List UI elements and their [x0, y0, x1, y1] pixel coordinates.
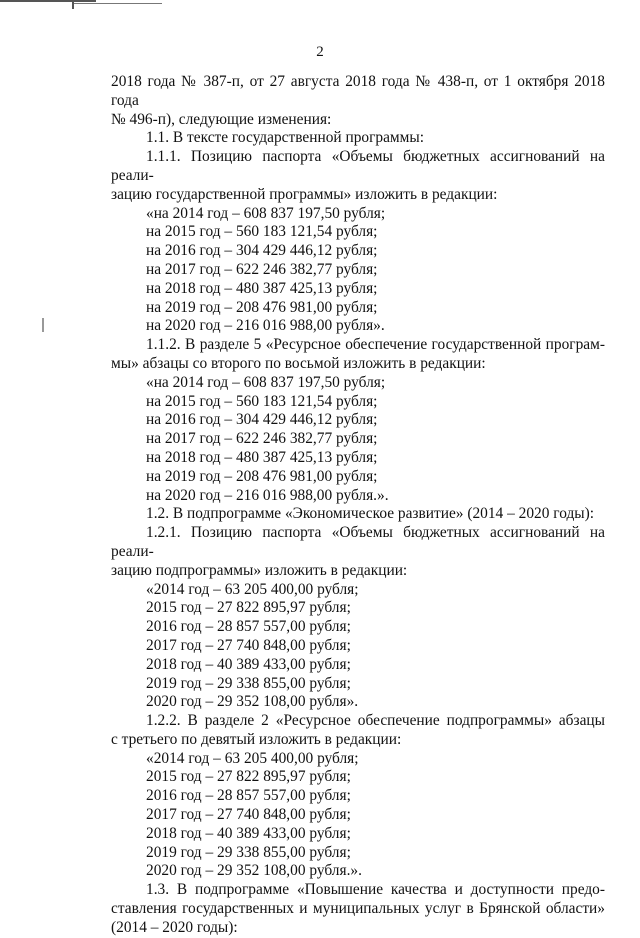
text-line: 1.3. В подпрограмме «Повышение качества и доступности предо- — [146, 881, 605, 899]
budget-list-item: на 2020 год – 216 016 988,00 рубля.». — [146, 486, 389, 504]
text-line: (2014 – 2020 годы): — [111, 918, 238, 936]
budget-list-item: 2015 год – 27 822 895,97 рубля; — [146, 599, 351, 617]
budget-list-item: на 2017 год – 622 246 382,77 рубля; — [146, 260, 378, 278]
text-line: с третьего по девятый изложить в редакции: — [111, 730, 402, 748]
text-line: 2018 года № 387-п, от 27 августа 2018 года № 438-п, от 1 октября 2018 года — [111, 73, 605, 109]
budget-list-item: 2020 год – 29 352 108,00 рубля.». — [146, 862, 362, 880]
text-line: зацию государственной программы» изложить в редакции: — [111, 185, 498, 203]
text-line: № 496-п), следующие изменения: — [111, 110, 332, 128]
budget-list-item: 2016 год – 28 857 557,00 рубля; — [146, 618, 351, 636]
scan-side-mark — [42, 318, 44, 332]
text-line: 1.2.2. В разделе 2 «Ресурсное обеспечение подпрограммы» абзацы — [146, 712, 605, 730]
budget-list-item: 2018 год – 40 389 433,00 рубля; — [146, 655, 351, 673]
text-line: 1.1.1. Позицию паспорта «Объемы бюджетных ассигнований на реали- — [111, 148, 605, 184]
budget-list-item: 2015 год – 27 822 895,97 рубля; — [146, 768, 351, 786]
budget-list-item: 2016 год – 28 857 557,00 рубля; — [146, 787, 351, 805]
text-line: 1.1.2. В разделе 5 «Ресурсное обеспечение государственной програм- — [146, 336, 605, 354]
budget-list-item: 2020 год – 29 352 108,00 рубля». — [146, 693, 359, 711]
text-line: 1.2.1. Позицию паспорта «Объемы бюджетных ассигнований на реали- — [111, 524, 605, 560]
text-line: 1.2. В подпрограмме «Экономическое развитие» (2014 – 2020 годы): — [146, 505, 595, 523]
budget-list-item: на 2015 год – 560 183 121,54 рубля; — [146, 392, 378, 410]
budget-list-item: на 2019 год – 208 476 981,00 рубля; — [146, 467, 378, 485]
budget-list-item: «2014 год – 63 205 400,00 рубля; — [146, 749, 359, 767]
budget-list-item: 2018 год – 40 389 433,00 рубля; — [146, 824, 351, 842]
budget-list-item: «2014 год – 63 205 400,00 рубля; — [146, 580, 359, 598]
text-line: ставления государственных и муниципальных услуг в Брянской области» — [111, 900, 605, 918]
text-line: 1.1. В тексте государственной программы: — [146, 129, 425, 147]
scan-top-tick-mark — [72, 0, 74, 9]
budget-list-item: 2017 год – 27 740 848,00 рубля; — [146, 806, 351, 824]
budget-list-item: 2017 год – 27 740 848,00 рубля; — [146, 636, 351, 654]
budget-list-item: на 2016 год – 304 429 446,12 рубля; — [146, 242, 378, 260]
document-body — [111, 73, 605, 938]
budget-list-item: «на 2014 год – 608 837 197,50 рубля; — [146, 373, 386, 391]
scan-top-thin-line — [74, 3, 162, 4]
text-line: зацию подпрограммы» изложить в редакции: — [111, 561, 408, 579]
budget-list-item: на 2017 год – 622 246 382,77 рубля; — [146, 430, 378, 448]
budget-list-item: 2019 год – 29 338 855,00 рубля; — [146, 843, 351, 861]
budget-list-item: на 2018 год – 480 387 425,13 рубля; — [146, 279, 378, 297]
page-number: 2 — [316, 44, 324, 60]
budget-list-item: на 2015 год – 560 183 121,54 рубля; — [146, 223, 378, 241]
budget-list-item: на 2016 год – 304 429 446,12 рубля; — [146, 411, 378, 429]
budget-list-item: на 2018 год – 480 387 425,13 рубля; — [146, 448, 378, 466]
budget-list-item: на 2019 год – 208 476 981,00 рубля; — [146, 298, 378, 316]
budget-list-item: 2019 год – 29 338 855,00 рубля; — [146, 674, 351, 692]
budget-list-item: на 2020 год – 216 016 988,00 рубля». — [146, 317, 385, 335]
budget-list-item: «на 2014 год – 608 837 197,50 рубля; — [146, 204, 386, 222]
text-line: мы» абзацы со второго по восьмой изложить в редакции: — [111, 354, 486, 372]
